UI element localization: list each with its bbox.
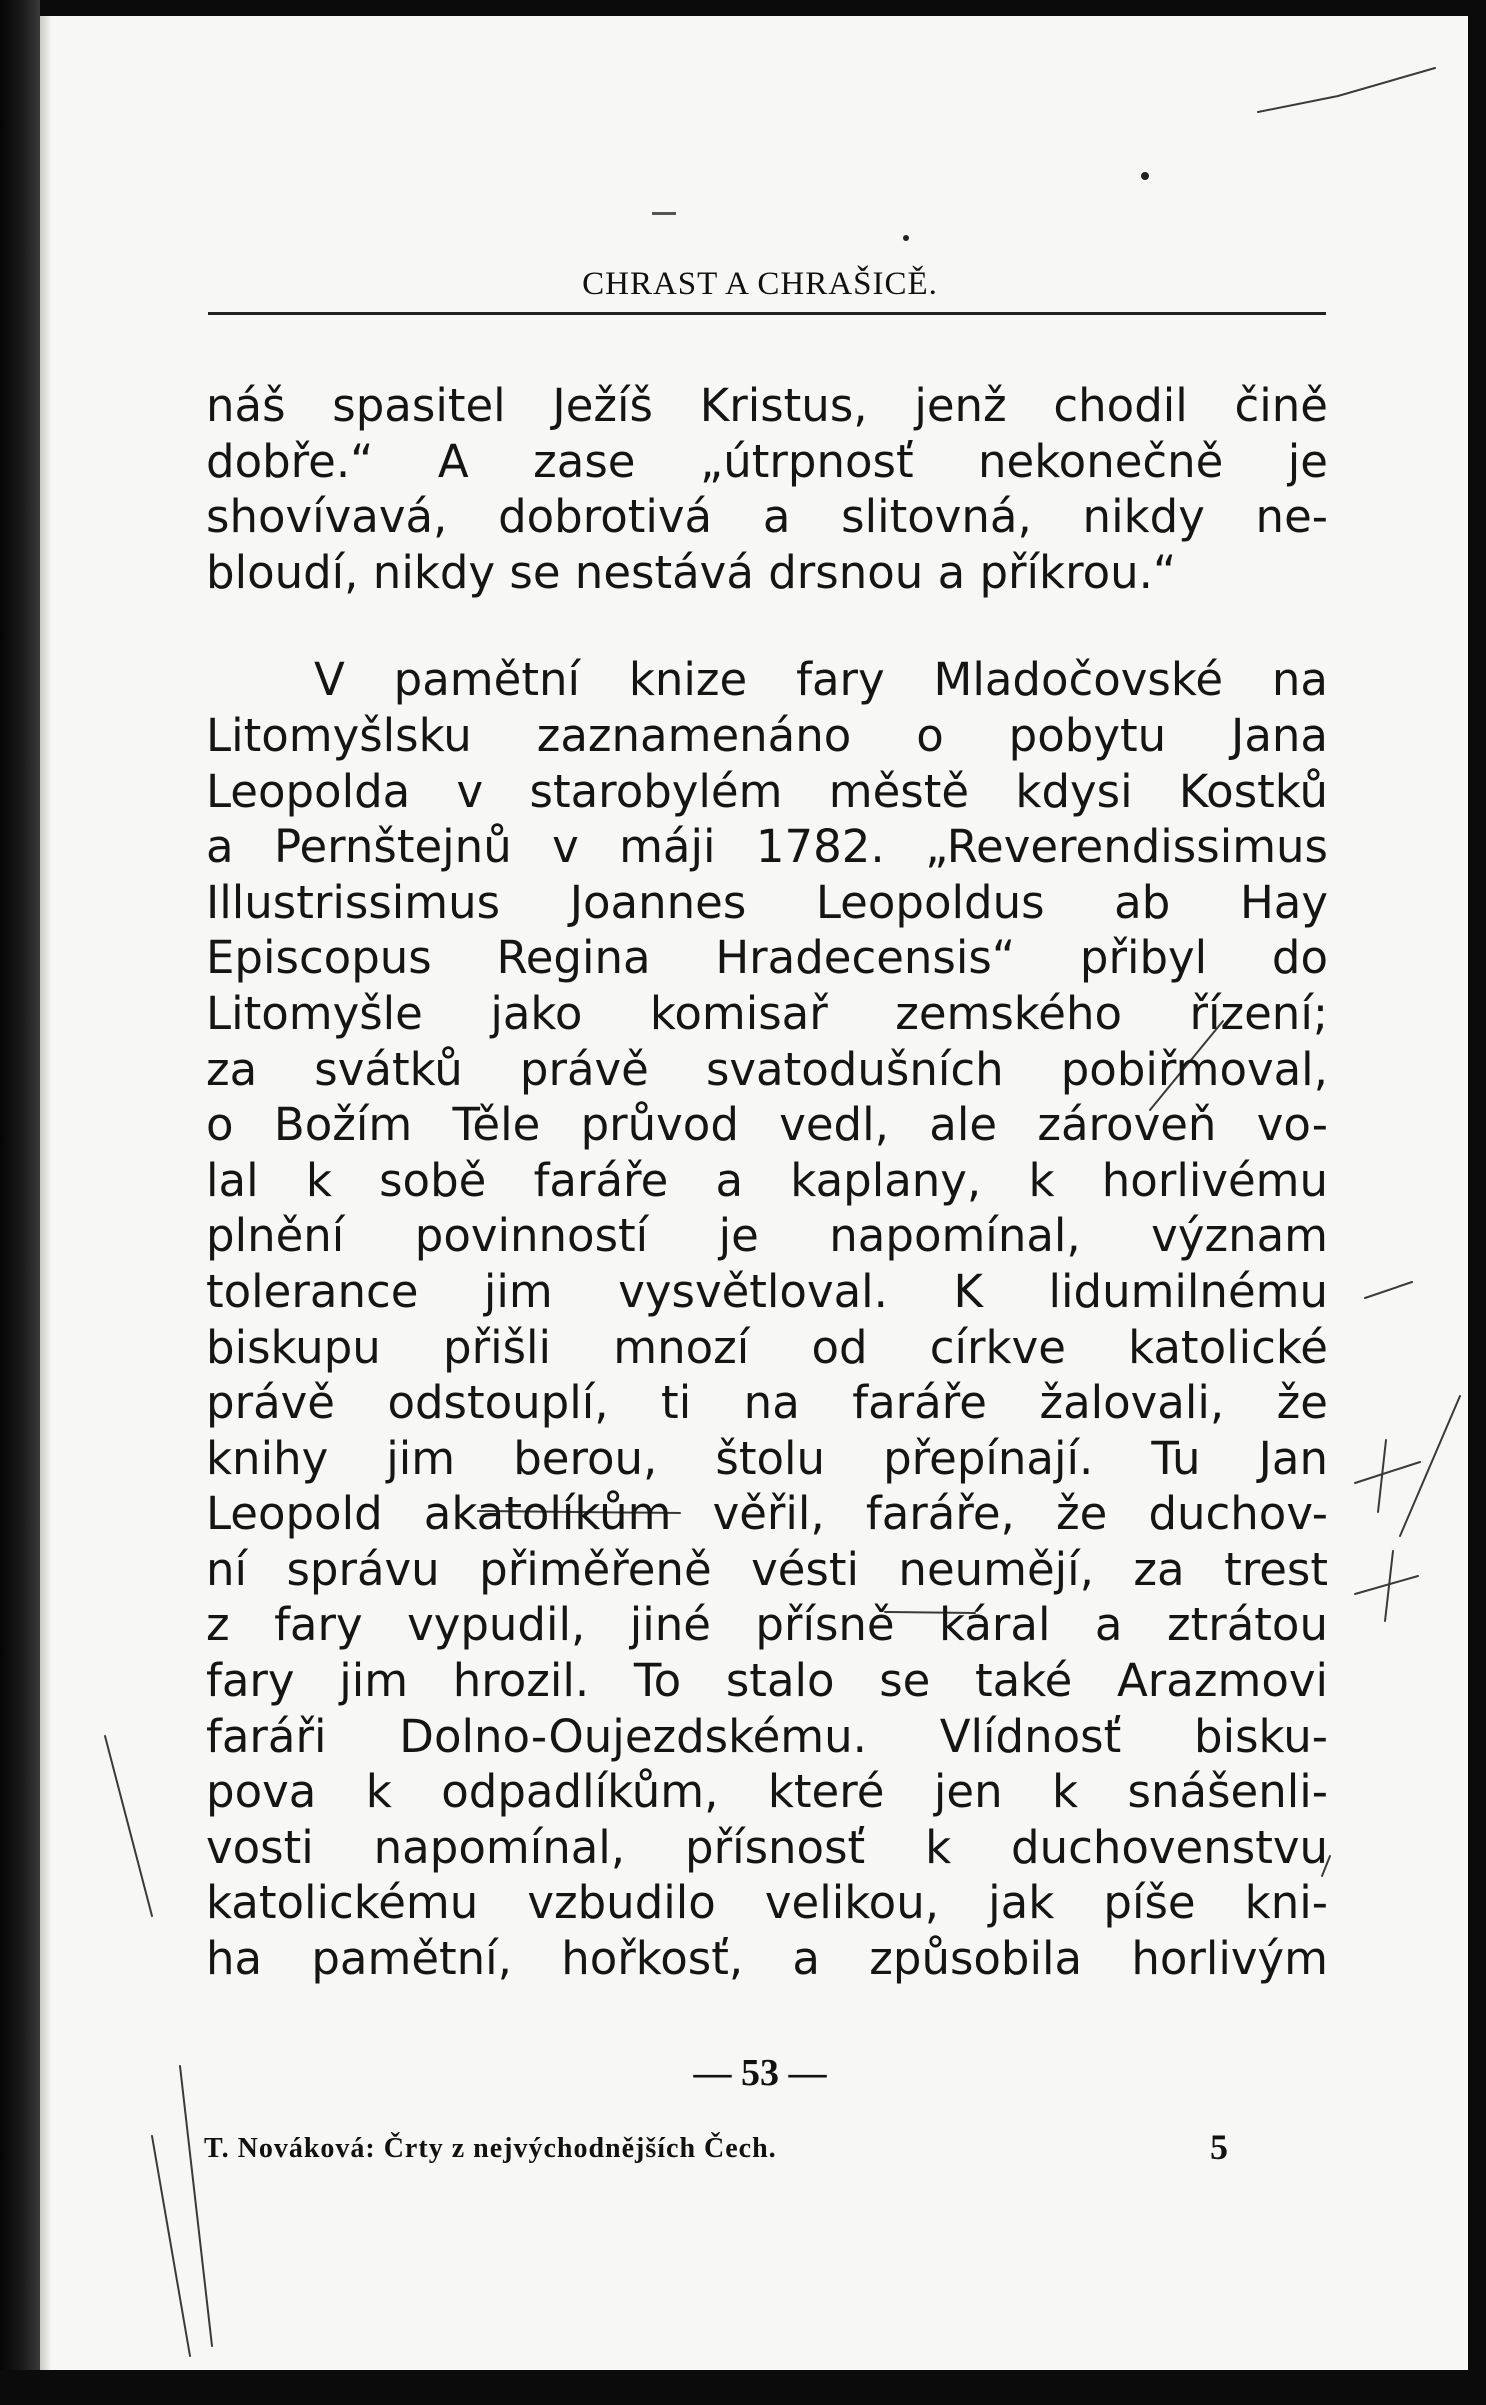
- text-line: biskupu přišli mnozí od církve katolické: [206, 1320, 1328, 1374]
- text-line: bloudí, nikdy se nestává drsnou a příkrou.“: [206, 545, 1177, 599]
- pencil-stroke: [152, 2136, 190, 2356]
- text-line: a Pernštejnů v máji 1782. „Reverendissimus: [206, 820, 1328, 874]
- pencil-stroke: [180, 2066, 212, 2346]
- text-line: ní správu přiměřeně vésti neumějí, za trest: [206, 1542, 1328, 1596]
- text-line: pova k odpadlíkům, které jen k snášenli-: [206, 1765, 1328, 1819]
- pencil-stroke: [105, 1736, 152, 1916]
- text-line: fary jim hrozil. To stalo se také Arazmovi: [206, 1654, 1328, 1708]
- text-line: z fary vypudil, jiné přísně káral a ztrátou: [206, 1598, 1328, 1652]
- pencil-stroke: [1378, 1440, 1386, 1512]
- pencil-stroke: [1385, 1551, 1393, 1621]
- running-head: CHRAST A CHRAŠICĚ.: [582, 266, 938, 302]
- text-line: Litomyšle jako komisař zemského řízení;: [206, 986, 1328, 1040]
- text-line: o Božím Těle průvod vedl, ale zároveň vo-: [206, 1098, 1328, 1152]
- pencil-stroke: [1355, 1576, 1418, 1594]
- text-line: náš spasitel Ježíš Kristus, jenž chodil čině: [206, 379, 1328, 432]
- text-line: právě odstouplí, ti na faráře žalovali, že: [206, 1376, 1328, 1430]
- paragraph: [206, 378, 1328, 600]
- text-line: katolickému vzbudilo velikou, jak píše kni-: [206, 1876, 1328, 1930]
- body-text: [206, 378, 1328, 1987]
- paragraph: [206, 652, 1328, 1986]
- pencil-stroke: [1400, 1396, 1460, 1536]
- pencil-stroke: [1365, 1282, 1412, 1298]
- text-line: Illustrissimus Joannes Leopoldus ab Hay: [206, 875, 1328, 929]
- text-line: Leopold akatolíkům věřil, faráře, že duchov-: [206, 1487, 1328, 1541]
- text-line: knihy jim berou, štolu přepínají. Tu Jan: [206, 1431, 1328, 1485]
- text-line: V pamětní knize fary Mladočovské na: [314, 653, 1328, 707]
- lettering-strip: [652, 212, 676, 215]
- text-line: Litomyšlsku zaznamenáno o pobytu Jana: [206, 708, 1328, 762]
- page-gutter: [40, 16, 52, 2370]
- book-page: [40, 16, 1468, 2370]
- text-line: shovívavá, dobrotivá a slitovná, nikdy ne-: [206, 490, 1328, 544]
- text-line: Leopolda v starobylém městě kdysi Kostků: [206, 764, 1328, 818]
- text-line: tolerance jim vysvětloval. K lidumilnému: [206, 1264, 1328, 1318]
- printer-signature: T. Nováková: Črty z nejvýchodnějších Čech.: [204, 2133, 777, 2164]
- sheet-number: 5: [1210, 2127, 1228, 2167]
- paragraph-gap: [206, 600, 1328, 652]
- text-line: dobře.“ A zase „útrpnosť nekonečně je: [206, 434, 1328, 488]
- text-line: plnění povinností je napomínal, význam: [206, 1209, 1328, 1263]
- pencil-stroke: [1258, 68, 1435, 112]
- text-line: ha pamětní, hořkosť, a způsobila horlivým: [206, 1932, 1328, 1986]
- page-number: — 53 —: [693, 2052, 827, 2094]
- scan-bottom-edge: [0, 2370, 1486, 2405]
- text-line: Episcopus Regina Hradecensis“ přibyl do: [206, 931, 1328, 985]
- text-line: za svátků právě svatodušních pobiřmoval,: [206, 1042, 1328, 1096]
- text-line: lal k sobě faráře a kaplany, k horlivému: [206, 1153, 1328, 1207]
- ink-dot: [903, 235, 909, 241]
- text-line: faráři Dolno-Oujezdskému. Vlídnosť bisku-: [206, 1709, 1328, 1763]
- header-rule: [208, 312, 1326, 315]
- text-line: vosti napomínal, přísnosť k duchovenstvu: [206, 1820, 1328, 1874]
- pencil-stroke: [1355, 1462, 1420, 1483]
- ink-dot: [1141, 172, 1149, 180]
- scan-left-edge: [0, 0, 40, 2405]
